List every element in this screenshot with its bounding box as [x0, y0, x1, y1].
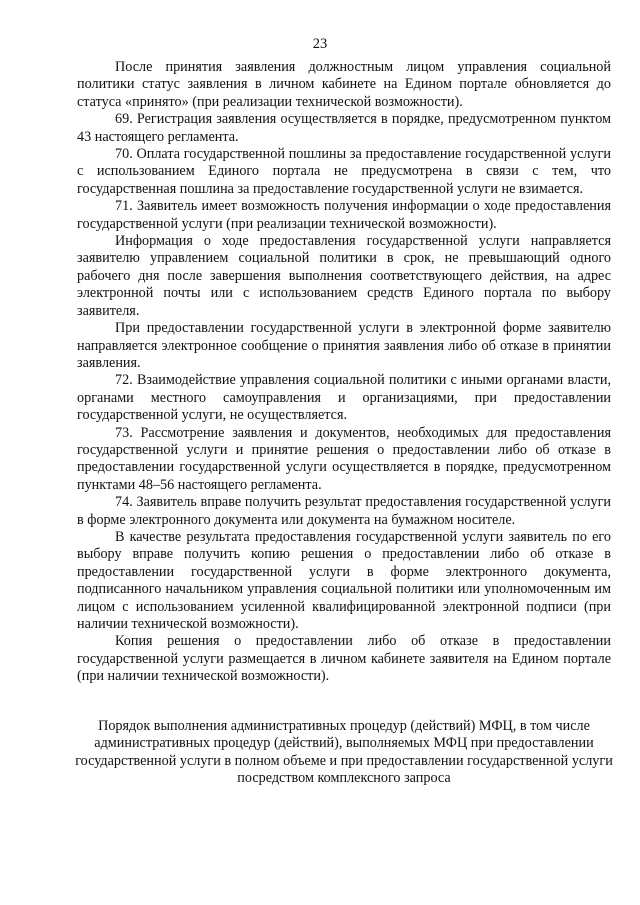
paragraph-74-result: 74. Заявитель вправе получить результат предоставления государственной услуги в форме электронного документа или документа на бумажном носителе. [77, 494, 611, 528]
paragraph-70-state-fee: 70. Оплата государственной пошлины за предоставление государственной услуги с использованием Единого портала не предусмотрена в связи с тем, что государственная пошлина за предоставление государственной услуги не взимается. [77, 146, 611, 197]
paragraph-copy-placement: Копия решения о предоставлении либо об отказе в предоставлении государственной услуги размещается в личном кабинете заявителя на Едином портале (при наличии технической возможности). [77, 633, 611, 685]
section-heading-text: Порядок выполнения административных процедур (действий) МФЦ, в том числе административных процедур (действий), выполняемых МФЦ при предоставлении государственной услуги в полном объеме и при предоставлении государственной услуги посредством комплексного запроса [75, 718, 613, 787]
paragraph-72-interaction: 72. Взаимодействие управления социальной политики с иными органами власти, органами местного самоуправления и организациями, при предоставлении государственной услуги, не осуществляется. [77, 372, 611, 424]
paragraph-status-update: После принятия заявления должностным лицом управления социальной политики статус заявления в личном кабинете на Едином портале обновляется до статуса «принято» (при реализации технической возможности). [77, 59, 611, 110]
paragraph-71-progress-info: 71. Заявитель имеет возможность получения информации о ходе предоставления государственной услуги (при реализации технической возможности). [77, 198, 611, 232]
paragraph-result-copy: В качестве результата предоставления государственной услуги заявитель по его выбору вправе получить копию решения о предоставлении либо об отказе в предоставлении государственной услуги в форме электронного документа, подписанного начальником управления социальной политики или уполномоченным им лицом с использованием усиленной квалифицированной электронной подписи (при наличии технической возможности). [77, 528, 611, 632]
paragraph-electronic-message: При предоставлении государственной услуги в электронной форме заявителю направляется электронное сообщение о принятия заявления либо об отказе в принятии заявления. [77, 320, 611, 371]
paragraph-progress-info-delivery: Информация о ходе предоставления государственной услуги направляется заявителю управлением социальной политики в срок, не превышающий одного рабочего дня после завершения выполнения соответствующего действия, на адрес электронной почты или с использованием средств Единого портала по выбору заявителя. [77, 233, 611, 319]
paragraph-73-review: 73. Рассмотрение заявления и документов, необходимых для предоставления государственной услуги и принятие решения о предоставлении либо об отказе в предоставлении государственной услуги осуществляется в порядке, предусмотренном пунктами 48–56 настоящего регламента. [77, 424, 611, 493]
page-number: 23 [312, 36, 328, 52]
paragraph-69-registration: 69. Регистрация заявления осуществляется в порядке, предусмотренном пунктом 43 настоящего регламента. [77, 111, 611, 145]
document-body [77, 59, 611, 686]
section-heading [74, 718, 614, 788]
